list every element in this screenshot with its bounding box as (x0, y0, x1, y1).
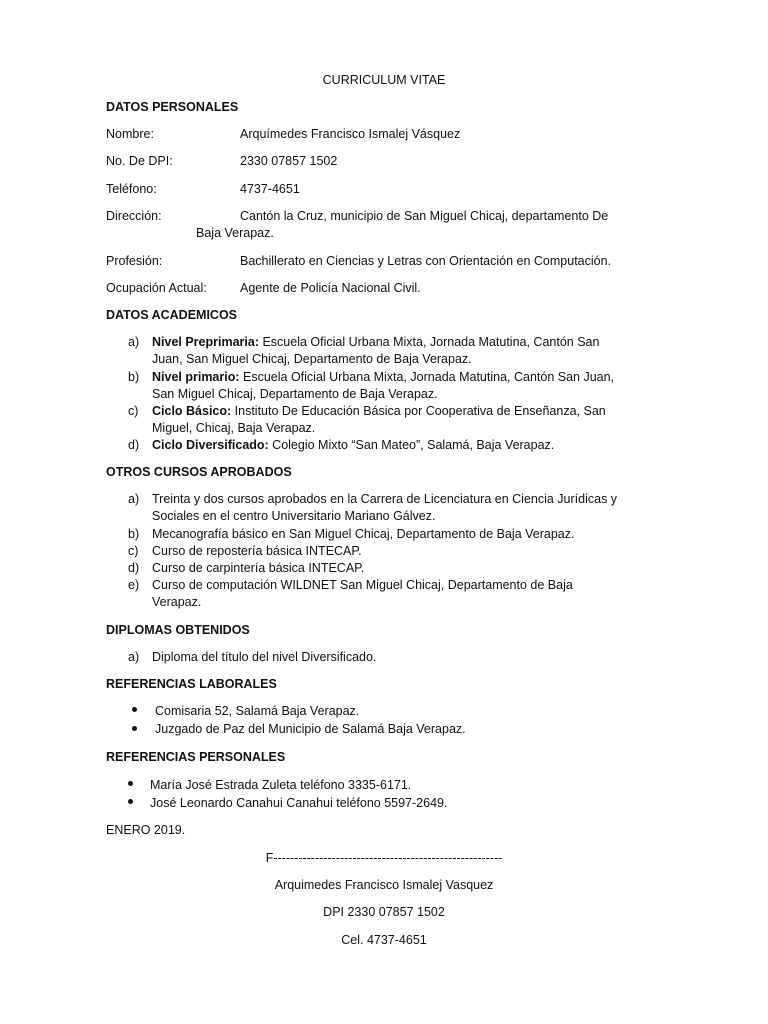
signature-name: Arquimedes Francisco Ismalej Vasquez (274, 878, 494, 892)
list-item-ref-personal: José Leonardo Canahui Canahui teléfono 5597-2649. (150, 796, 448, 810)
bullet-icon (132, 707, 137, 712)
list-item-ref-laboral: Juzgado de Paz del Municipio de Salamá Baja Verapaz. (155, 722, 466, 736)
list-item-curso: Curso de computación WILDNET San Miguel Chicaj, Departamento de Baja (152, 578, 573, 592)
field-value-dpi: 2330 07857 1502 (240, 154, 338, 168)
field-label-direccion: Dirección: (106, 209, 162, 223)
list-item-curso: Mecanografía básico en San Miguel Chicaj, Departamento de Baja Verapaz. (152, 527, 575, 541)
bullet-icon (132, 726, 137, 731)
field-label-ocupacion: Ocupación Actual: (106, 281, 207, 295)
list-marker: c) (128, 544, 139, 558)
bullet-icon (128, 799, 133, 804)
list-item-ref-laboral: Comisaria 52, Salamá Baja Verapaz. (155, 704, 360, 718)
list-item-term: Ciclo Diversificado: (152, 438, 269, 452)
list-item-text: Escuela Oficial Urbana Mixta, Jornada Matutina, Cantón San (259, 335, 600, 349)
field-value-telefono: 4737-4651 (240, 182, 300, 196)
list-item-basico-cont: Miguel, Chicaj, Baja Verapaz. (152, 421, 316, 435)
document-title: CURRICULUM VITAE (322, 73, 446, 87)
list-item-primario (152, 369, 614, 385)
bullet-icon (128, 781, 133, 786)
section-heading-datos-academicos: DATOS ACADEMICOS (106, 308, 238, 322)
section-heading-datos-personales: DATOS PERSONALES (106, 100, 239, 114)
list-item-text: Escuela Oficial Urbana Mixta, Jornada Matutina, Cantón San Juan, (239, 370, 615, 384)
signature-dpi: DPI 2330 07857 1502 (323, 905, 445, 919)
list-item-curso-cont: Verapaz. (152, 595, 202, 609)
list-item-text: Colegio Mixto “San Mateo”, Salamá, Baja Verapaz. (268, 438, 555, 452)
list-item-curso: Curso de repostería básica INTECAP. (152, 544, 362, 558)
list-marker: b) (128, 370, 140, 384)
list-item-text: Instituto De Educación Básica por Cooperativa de Enseñanza, San (231, 404, 606, 418)
list-item-term: Nivel primario: (152, 370, 240, 384)
section-heading-ref-laborales: REFERENCIAS LABORALES (106, 677, 277, 691)
field-value-direccion: Cantón la Cruz, municipio de San Miguel Chicaj, departamento De (240, 209, 609, 223)
list-marker: d) (128, 561, 140, 575)
list-item-primario-cont: San Miguel Chicaj, Departamento de Baja Verapaz. (152, 387, 438, 401)
field-label-profesion: Profesión: (106, 254, 163, 268)
field-label-nombre: Nombre: (106, 127, 154, 141)
list-marker: d) (128, 438, 140, 452)
field-label-dpi: No. De DPI: (106, 154, 173, 168)
section-heading-diplomas: DIPLOMAS OBTENIDOS (106, 623, 250, 637)
field-value-nombre: Arquímedes Francisco Ismalej Vásquez (240, 127, 461, 141)
list-item-curso: Treinta y dos cursos aprobados en la Carrera de Licenciatura en Ciencia Jurídicas y (152, 492, 618, 506)
list-item-diploma: Diploma del título del nivel Diversificado. (152, 650, 377, 664)
signature-cel: Cel. 4737-4651 (341, 933, 427, 947)
list-item-term: Nivel Preprimaria: (152, 335, 259, 349)
list-marker: c) (128, 404, 139, 418)
list-item-term: Ciclo Básico: (152, 404, 232, 418)
list-item-curso-cont: Sociales en el centro Universitario Mariano Gálvez. (152, 509, 436, 523)
signature-line: F------------------------------------------------------- (265, 851, 503, 865)
list-marker: a) (128, 335, 140, 349)
section-heading-otros-cursos: OTROS CURSOS APROBADOS (106, 465, 292, 479)
field-value-profesion: Bachillerato en Ciencias y Letras con Orientación en Computación. (240, 254, 612, 268)
list-marker: e) (128, 578, 140, 592)
list-item-preprimaria (152, 334, 599, 350)
list-marker: a) (128, 650, 140, 664)
field-value-direccion-cont: Baja Verapaz. (196, 226, 274, 240)
list-marker: b) (128, 527, 140, 541)
list-item-ref-personal: María José Estrada Zuleta teléfono 3335-6171. (150, 778, 412, 792)
list-marker: a) (128, 492, 140, 506)
field-label-telefono: Teléfono: (106, 182, 157, 196)
section-heading-ref-personales: REFERENCIAS PERSONALES (106, 750, 286, 764)
list-item-diversificado (152, 437, 554, 453)
list-item-curso: Curso de carpintería básica INTECAP. (152, 561, 365, 575)
list-item-basico (152, 403, 606, 419)
field-value-ocupacion: Agente de Policía Nacional Civil. (240, 281, 421, 295)
document-date: ENERO 2019. (106, 823, 186, 837)
list-item-preprimaria-cont: Juan, San Miguel Chicaj, Departamento de Baja Verapaz. (152, 352, 472, 366)
